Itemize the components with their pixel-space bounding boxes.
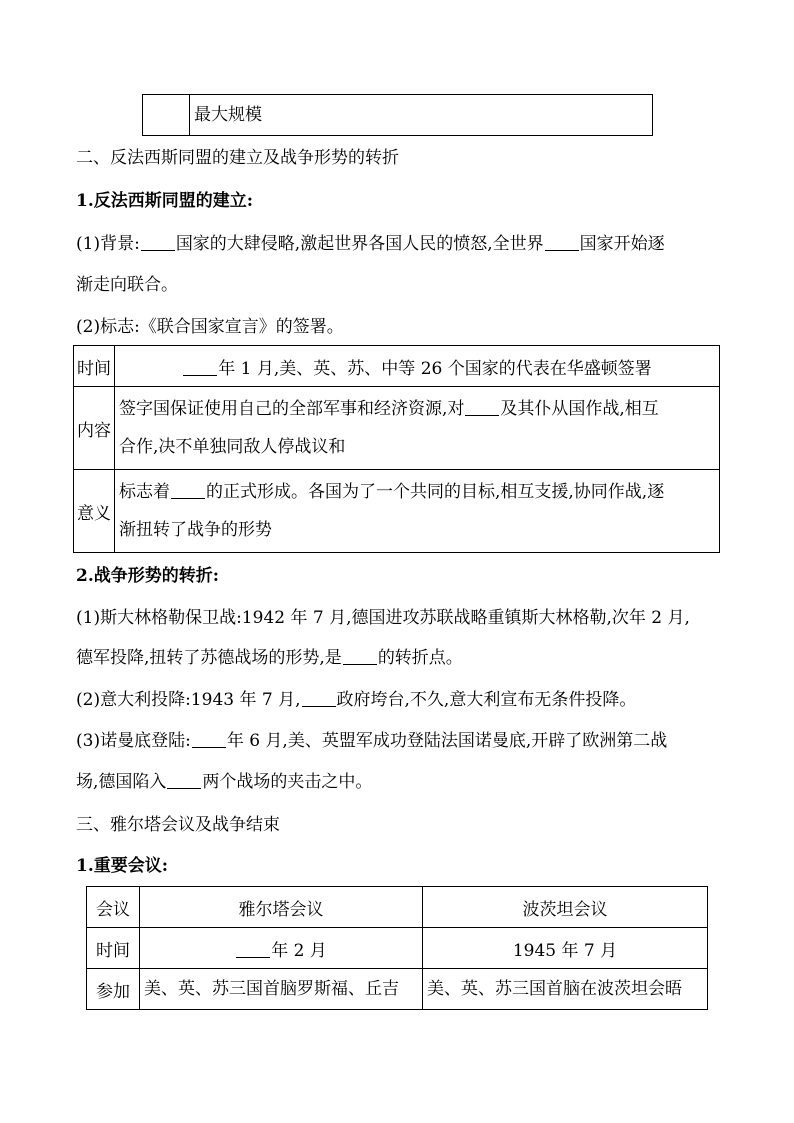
potsdam-time: 1945 年 7 月 [423, 928, 708, 969]
stalingrad-line2 [76, 638, 722, 678]
blank [192, 731, 226, 748]
background-mid: 国家的大肆侵略,激起世界各国人民的愤怒,全世界 [175, 234, 544, 254]
top-table [142, 94, 653, 136]
italy-post: 政府垮台,不久,意大利宣布无条件投降。 [336, 690, 637, 710]
content-line2: 合作,决不单独同敌人停战议和 [119, 437, 346, 457]
content-line1-post: 及其仆从国作战,相互 [500, 399, 659, 419]
declaration-table [73, 345, 720, 553]
yalta-time [140, 928, 423, 969]
content-line1-pre: 签字国保证使用自己的全部军事和经济资源,对 [119, 399, 465, 419]
stalingrad-line2-pre: 德军投降,扭转了苏德战场的形势,是 [76, 648, 342, 668]
header-potsdam: 波茨坦会议 [423, 887, 708, 928]
normandy-line1 [76, 721, 722, 761]
blank [141, 234, 175, 251]
top-table-empty-cell [143, 95, 190, 136]
label-time: 时间 [74, 346, 115, 387]
conference-table [86, 886, 708, 1010]
blank [343, 648, 377, 665]
sign-line: (2)标志:《联合国家宣言》的签署。 [76, 317, 344, 337]
yalta-time-text: 年 2 月 [271, 940, 327, 961]
normandy-pre: (3)诺曼底登陆: [76, 731, 191, 751]
normandy-post: 年 6 月,美、英盟军成功登陆法国诺曼底,开辟了欧洲第二战 [226, 731, 668, 751]
yalta-participants: 美、英、苏三国首脑罗斯福、丘吉 [140, 969, 423, 1010]
blank [302, 690, 336, 707]
meaning-line1-post: 的正式形成。各国为了一个共同的目标,相互支援,协同作战,逐 [206, 482, 665, 502]
section3-sub1: 1.重要会议: [76, 856, 169, 876]
header-conference: 会议 [87, 887, 140, 928]
italy-line [76, 680, 722, 720]
label-time: 时间 [87, 928, 140, 969]
blank [545, 234, 579, 251]
stalingrad-line2-post: 的转折点。 [377, 648, 463, 668]
section2-sub1: 1.反法西斯同盟的建立: [76, 191, 254, 211]
normandy-line2 [76, 762, 722, 802]
meaning-line2: 渐扭转了战争的形势 [119, 520, 272, 540]
time-content [115, 346, 720, 387]
blank [465, 399, 499, 416]
section2-sub2: 2.战争形势的转折: [76, 566, 220, 586]
blank [236, 941, 270, 958]
label-participants: 参加 [87, 969, 140, 1010]
normandy-line2-post: 两个战场的夹击之中。 [202, 772, 373, 792]
potsdam-participants: 美、英、苏三国首脑在波茨坦会晤 [423, 969, 708, 1010]
section3-heading: 三、雅尔塔会议及战争结束 [76, 815, 280, 835]
content-text [115, 387, 720, 470]
label-meaning: 意义 [74, 470, 115, 553]
italy-pre: (2)意大利投降:1943 年 7 月, [76, 690, 301, 710]
stalingrad-line1: (1)斯大林格勒保卫战:1942 年 7 月,德国进攻苏联战略重镇斯大林格勒,次年 2 月, [76, 608, 690, 628]
time-text: 年 1 月,美、英、苏、中等 26 个国家的代表在华盛顿签署 [218, 358, 652, 379]
background-prefix: (1)背景: [76, 234, 140, 254]
blank [183, 359, 217, 376]
meaning-text [115, 470, 720, 553]
background-line2: 渐走向联合。 [76, 275, 178, 295]
top-table-cell: 最大规模 [190, 95, 653, 136]
label-content: 内容 [74, 387, 115, 470]
meaning-line1-pre: 标志着 [119, 482, 170, 502]
header-yalta: 雅尔塔会议 [140, 887, 423, 928]
background-line1 [76, 224, 722, 264]
normandy-line2-pre: 场,德国陷入 [76, 772, 167, 792]
blank [171, 482, 205, 499]
blank [167, 772, 201, 789]
section2-heading: 二、反法西斯同盟的建立及战争形势的转折 [76, 148, 399, 168]
background-suffix: 国家开始逐 [579, 234, 665, 254]
